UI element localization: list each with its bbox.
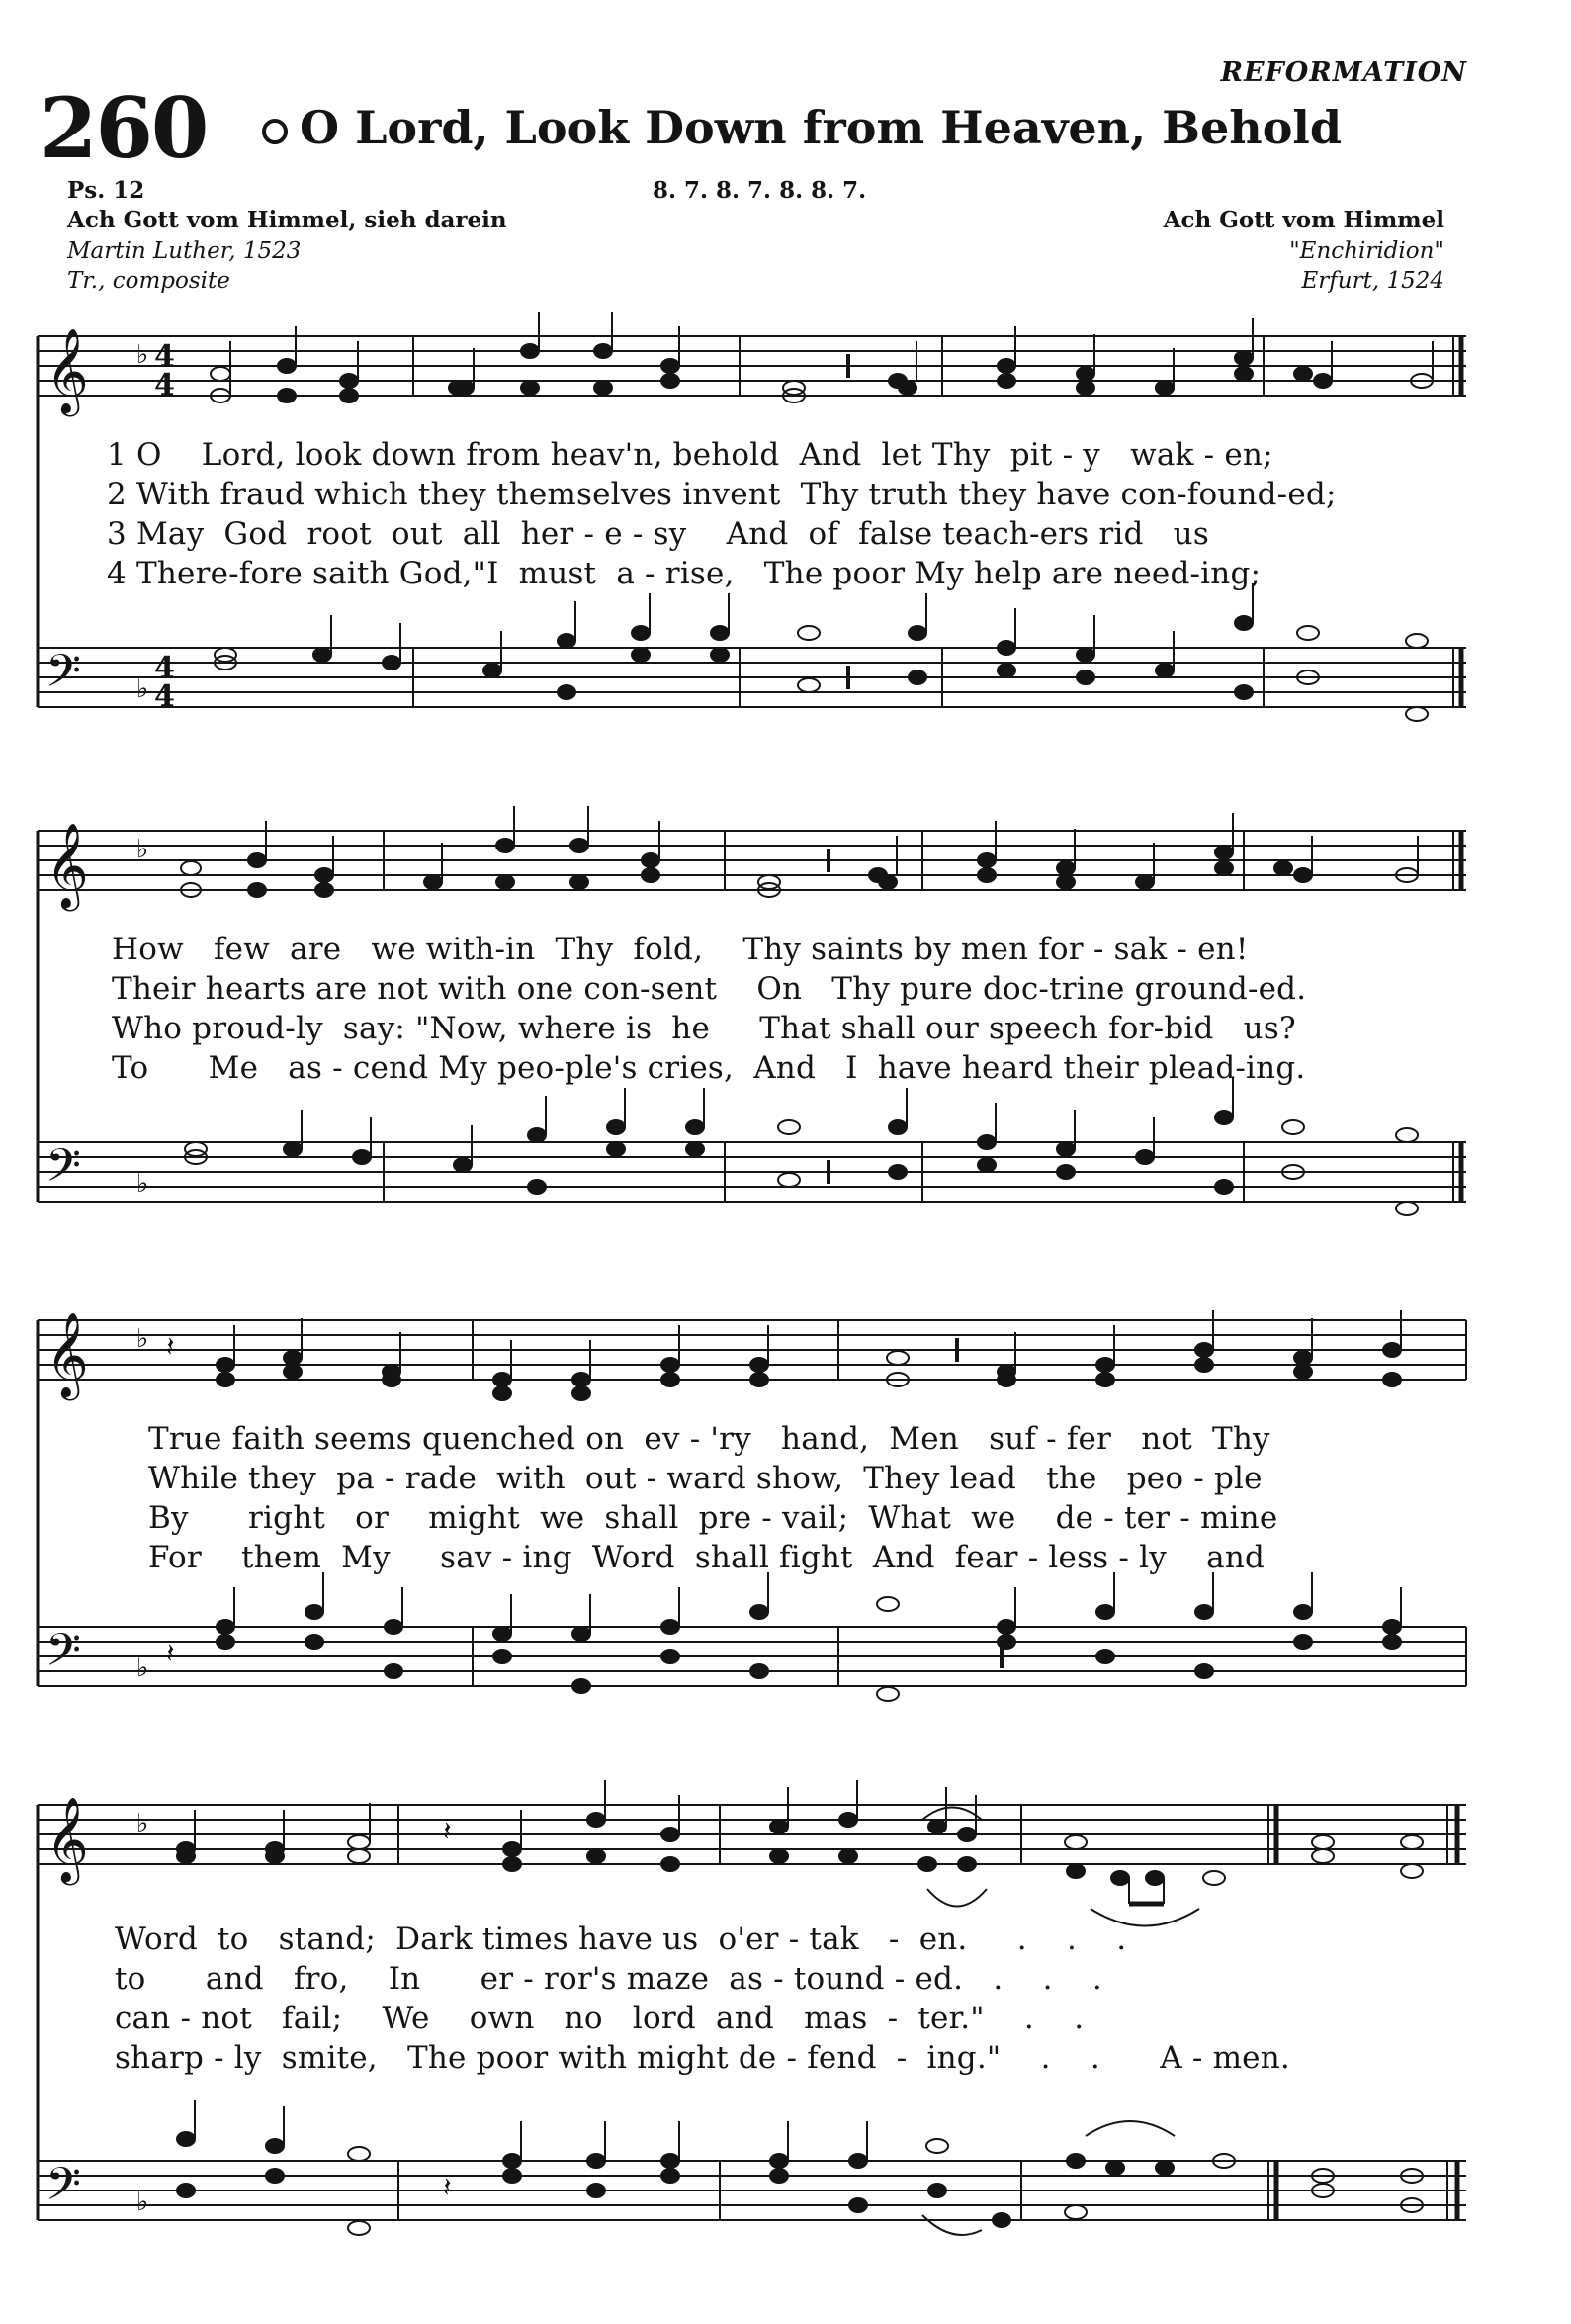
title-o-ornament-icon: [262, 119, 288, 144]
svg-text:𝄞: 𝄞: [45, 328, 89, 413]
lyric-verse-1: Word to stand; Dark times have us o'er - tak - en. . . .: [115, 1922, 1127, 1957]
svg-text:♭: ♭: [136, 1324, 149, 1354]
original-text: Ach Gott vom Himmel, sieh darein: [67, 207, 507, 233]
lyric-verse-1: How few are we with-in Thy fold, Thy saints by men for - sak - en!: [112, 932, 1249, 967]
lyric-verse-1: 1 O Lord, look down from heav'n, behold And let Thy pit - y wak - en;: [107, 437, 1273, 473]
svg-text:𝄽: 𝄽: [443, 1815, 452, 1847]
lyric-verse-2: Their hearts are not with one con-sent On Thy pure doc-trine ground-ed.: [112, 971, 1307, 1007]
tune-place: Erfurt, 1524: [1301, 268, 1444, 294]
svg-text:♭: ♭: [136, 340, 149, 370]
translator: Tr., composite: [67, 268, 230, 294]
svg-text:𝄽: 𝄽: [443, 2171, 452, 2203]
music-system-1: [28, 297, 1471, 732]
lyric-verse-2: to and fro, In er - ror's maze as - tound - ed. . . .: [115, 1961, 1102, 1997]
svg-text:♭: ♭: [136, 1809, 149, 1838]
svg-text:𝄞: 𝄞: [45, 1312, 89, 1397]
lyric-verse-4: To Me as - cend My peo-ple's cries, And I have heard their plead-ing.: [112, 1050, 1306, 1086]
svg-text:𝄢: 𝄢: [45, 1624, 82, 1688]
lyric-verse-1: True faith seems quenched on ev - 'ry hand, Men suf - fer not Thy: [148, 1421, 1270, 1457]
svg-text:𝄽: 𝄽: [166, 1330, 175, 1363]
svg-text:♭: ♭: [136, 1169, 149, 1199]
svg-text:𝄽: 𝄽: [166, 1637, 175, 1669]
tune-name: Ach Gott vom Himmel: [1163, 207, 1444, 233]
svg-text:♭: ♭: [136, 2188, 149, 2217]
lyric-verse-3: 3 May God root out all her - e - sy And of false teach-ers rid us: [107, 516, 1209, 552]
lyric-verse-2: While they pa - rade with out - ward show, They lead the peo - ple: [148, 1461, 1263, 1496]
time-signature-bottom-bass: 4: [154, 679, 175, 714]
svg-text:♭: ♭: [136, 1654, 149, 1683]
hymn-title: [262, 101, 1343, 154]
lyric-verse-4: sharp - ly smite, The poor with might de - fend - ing." . . A - men.: [115, 2040, 1290, 2076]
lyric-verse-3: can - not fail; We own no lord and mas - ter." . .: [115, 2001, 1085, 2036]
svg-text:𝄢: 𝄢: [45, 1139, 82, 1204]
svg-text:♭: ♭: [136, 835, 149, 864]
tune-source: "Enchiridion": [1289, 238, 1444, 264]
lyric-verse-4: 4 There-fore saith God,"I must a - rise, The poor My help are need-ing;: [107, 556, 1262, 591]
svg-text:𝄢: 𝄢: [45, 645, 82, 709]
music-system-3: [28, 1281, 1471, 1716]
time-signature-top: 4: [154, 339, 175, 374]
staff-system-1: [28, 297, 1471, 732]
psalm-reference: Ps. 12: [67, 177, 145, 204]
svg-text:♭: ♭: [136, 674, 149, 704]
lyric-verse-3: Who proud-ly say: "Now, where is he That shall our speech for-bid us?: [112, 1011, 1296, 1046]
svg-text:𝄞: 𝄞: [45, 1797, 89, 1882]
meter: 8. 7. 8. 7. 8. 8. 7.: [653, 177, 867, 204]
svg-text:𝄞: 𝄞: [45, 823, 89, 908]
music-system-4: [28, 1765, 1471, 2260]
staff-system-2: [28, 791, 1471, 1226]
hymn-title-text: O Lord, Look Down from Heaven, Behold: [300, 101, 1343, 154]
time-signature-bottom: 4: [154, 368, 175, 402]
svg-text:𝄢: 𝄢: [45, 2158, 82, 2222]
staff-system-3: [28, 1281, 1471, 1716]
lyric-verse-4: For them My sav - ing Word shall fight And fear - less - ly and: [148, 1540, 1266, 1575]
lyric-verse-2: 2 With fraud which they themselves invent Thy truth they have con-found-ed;: [107, 477, 1337, 512]
author: Martin Luther, 1523: [67, 238, 302, 264]
hymn-number: 260: [40, 79, 208, 177]
time-signature-top-bass: 4: [154, 651, 175, 685]
lyric-verse-3: By right or might we shall pre - vail; What we de - ter - mine: [148, 1500, 1278, 1536]
music-system-2: [28, 791, 1471, 1226]
category-label: REFORMATION: [1220, 57, 1467, 88]
